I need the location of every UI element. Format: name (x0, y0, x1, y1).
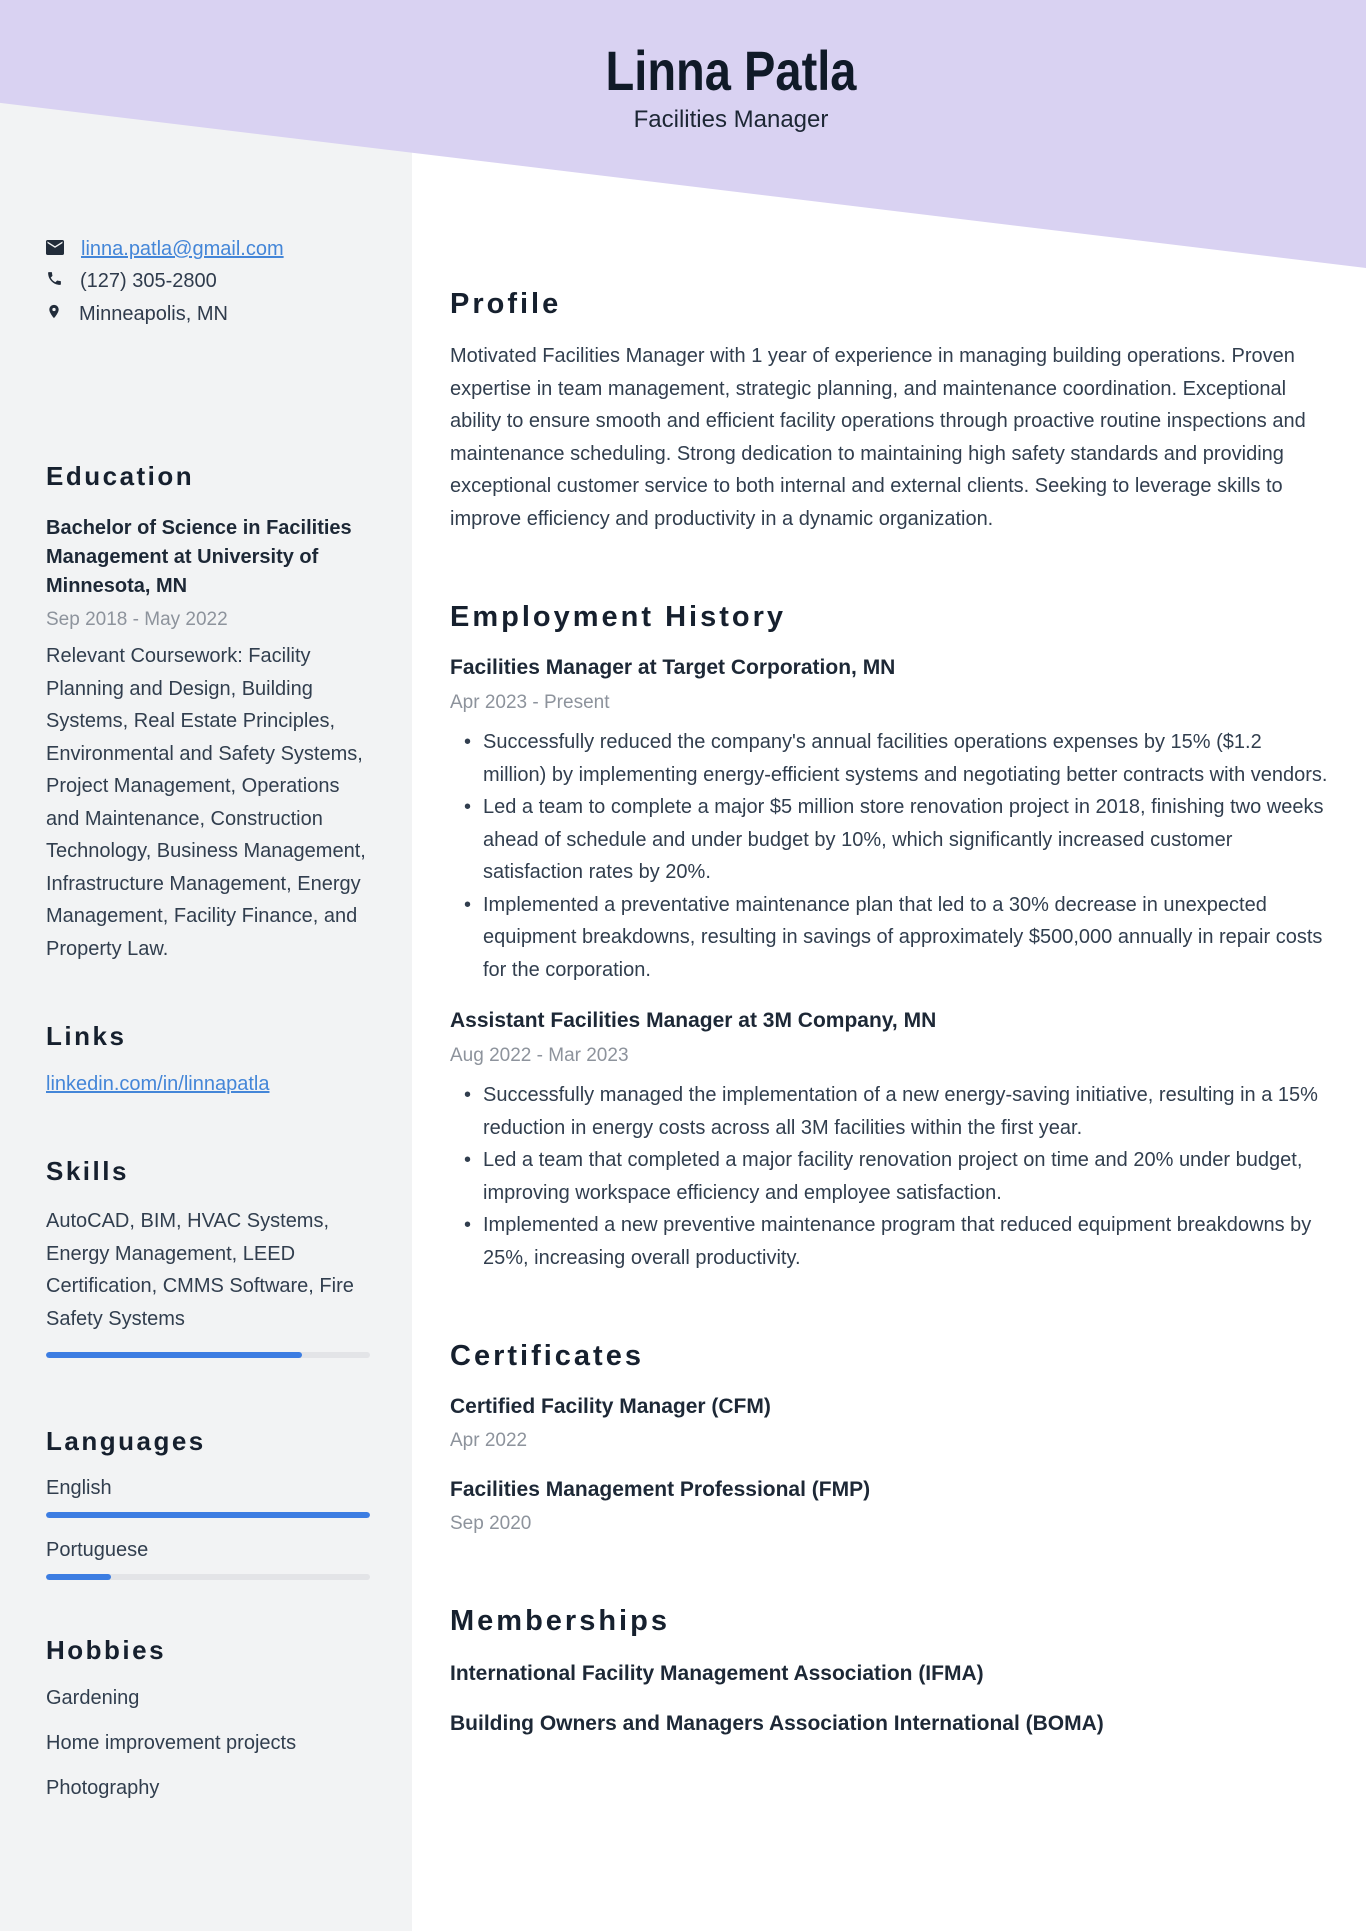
job-date: Apr 2023 - Present (450, 692, 610, 713)
education-degree: Bachelor of Science in Facilities Management at University of Minnesota, MN (46, 517, 352, 597)
profile-text: Motivated Facilities Manager with 1 year of experience in managing building operations. Proven expertise in team management, strategic planning, and maintenance coordination. Exceptional ability to ensure smooth and efficient facility operations through proactive routine inspections and maintenance scheduling. Strong dedication to maintaining high safety standards and providing exceptional customer service to both internal and external clients. Seeking to leverage skills to improve efficiency and productivity in a dynamic organization. (450, 345, 1306, 530)
language-level-bar-fill (46, 1574, 111, 1580)
certificate-entry (450, 1394, 1330, 1452)
job-entry (450, 655, 1330, 986)
links-heading: Links (46, 1021, 127, 1051)
job-title: Assistant Facilities Manager at 3M Company, MN (450, 1009, 937, 1032)
certificate-date: Apr 2022 (450, 1430, 528, 1451)
job-bullet: • Successfully reduced the company's annual facilities operations expenses by 15% ($1.2 million) by implementing energy-efficient systems and negotiating better contracts with vendors. (450, 726, 1330, 791)
certificate-date: Sep 2020 (450, 1513, 532, 1534)
language-level-bar (46, 1512, 370, 1518)
language-level-bar-fill (46, 1512, 370, 1518)
certificates-heading: Certificates (450, 1340, 644, 1372)
linkedin-link[interactable]: linkedin.com/in/linnapatla (46, 1073, 270, 1095)
main-column (450, 0, 1330, 1737)
job-bullet-list (450, 1079, 1330, 1274)
language-name: Portuguese (46, 1539, 149, 1561)
education-heading: Education (46, 461, 195, 491)
hobby-item: Gardening (46, 1687, 140, 1709)
job-date: Aug 2022 - Mar 2023 (450, 1045, 629, 1066)
job-bullet-list (450, 726, 1330, 986)
profile-heading: Profile (450, 288, 562, 320)
skills-list-text: AutoCAD, BIM, HVAC Systems, Energy Management, LEED Certification, CMMS Software, Fire Safety Systems (46, 1210, 354, 1330)
membership-item: Building Owners and Managers Association International (BOMA) (450, 1712, 1104, 1735)
language-name: English (46, 1477, 112, 1499)
job-bullet: • Led a team to complete a major $5 million store renovation project in 2018, finishing two weeks ahead of schedule and under budget by 10%, which significantly increased customer satisfaction rates by 20%. (450, 791, 1330, 889)
location-text: Minneapolis, MN (79, 303, 228, 325)
email-icon (46, 238, 64, 261)
language-item (46, 1539, 370, 1580)
language-item (46, 1477, 370, 1518)
employment-history-heading: Employment History (450, 601, 786, 633)
hobby-item: Home improvement projects (46, 1732, 297, 1754)
language-level-bar (46, 1574, 370, 1580)
contact-email-row (46, 238, 370, 261)
hobby-item: Photography (46, 1777, 160, 1799)
hobbies-heading: Hobbies (46, 1635, 167, 1665)
memberships-heading: Memberships (450, 1605, 670, 1637)
job-title: Facilities Manager at Target Corporation, MN (450, 656, 896, 679)
certificate-name: Certified Facility Manager (CFM) (450, 1395, 771, 1418)
phone-number: (127) 305-2800 (80, 270, 217, 292)
skills-level-bar (46, 1352, 370, 1358)
job-bullet: • Successfully managed the implementation of a new energy-saving initiative, resulting in a 15% reduction in energy costs across all 3M facilities within the first year. (450, 1079, 1330, 1144)
job-bullet: • Led a team that completed a major facility renovation project on time and 20% under budget, improving workspace efficiency and employee satisfaction. (450, 1144, 1330, 1209)
certificate-entry (450, 1477, 1330, 1535)
sidebar (46, 238, 370, 1800)
contact-phone-row (46, 270, 370, 293)
email-link[interactable]: linna.patla@gmail.com (81, 238, 284, 260)
education-coursework: Relevant Coursework: Facility Planning and Design, Building Systems, Real Estate Principles, Environmental and Safety Systems, Project Management, Operations and Maintenance, Construction Technology, Business Management, Infrastructure Management, Energy Management, Facility Finance, and Property Law. (46, 645, 366, 960)
certificate-name: Facilities Management Professional (FMP) (450, 1478, 871, 1501)
job-entry (450, 1008, 1330, 1274)
skills-heading: Skills (46, 1156, 129, 1186)
person-name: Linna Patla (605, 39, 857, 102)
job-bullet: • Implemented a preventative maintenance plan that led to a 30% decrease in unexpected equipment breakdowns, resulting in savings of approximately $500,000 annually in repair costs for the corporation. (450, 889, 1330, 987)
location-pin-icon (46, 302, 62, 327)
person-job-title: Facilities Manager (633, 106, 829, 133)
languages-heading: Languages (46, 1426, 206, 1456)
education-date: Sep 2018 - May 2022 (46, 609, 228, 630)
contact-location-row (46, 302, 370, 327)
membership-item: International Facility Management Association (IFMA) (450, 1662, 984, 1685)
job-bullet: • Implemented a new preventive maintenance program that reduced equipment breakdowns by 25%, increasing overall productivity. (450, 1209, 1330, 1274)
skills-level-bar-fill (46, 1352, 302, 1358)
phone-icon (46, 270, 63, 293)
